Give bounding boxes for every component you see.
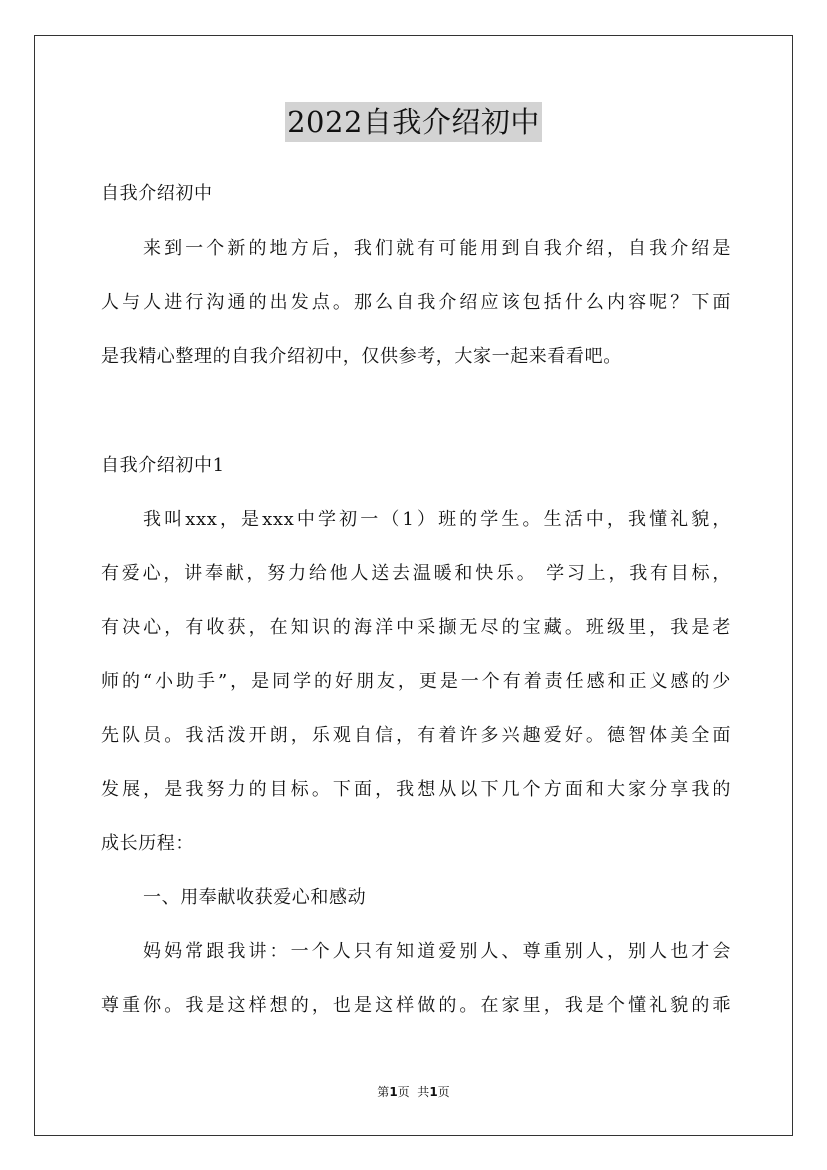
paragraph-line: 是我精心整理的自我介绍初中，仅供参考，大家一起来看看吧。 [101,346,622,367]
paragraph-line: 师的“小助手”，是同学的好朋友，更是一个有着责任感和正义感的少 [101,671,731,692]
paragraph-line: 发展，是我努力的目标。下面，我想从以下几个方面和大家分享我的 [101,779,731,800]
paragraph-line: 我叫xxx，是xxx中学初一（1）班的学生。生活中，我懂礼貌， [143,509,731,530]
page-footer [0,1084,827,1100]
footer-suffix: 页 [437,1085,450,1099]
subsection-heading: 一、用奉献收获爱心和感动 [143,887,367,908]
paragraph-line: 来到一个新的地方后，我们就有可能用到自我介绍，自我介绍是 [143,238,731,259]
paragraph-line: 成长历程： [101,833,194,854]
footer-total-pages: 1 [429,1085,438,1099]
document-title-text: 2022自我介绍初中 [285,102,542,142]
footer-prefix: 第 [377,1085,390,1099]
footer-middle: 页 共 [397,1085,430,1099]
section-heading-1: 自我介绍初中1 [101,455,225,476]
paragraph-line: 先队员。我活泼开朗，乐观自信，有着许多兴趣爱好。德智体美全面 [101,725,731,746]
paragraph-line: 有爱心，讲奉献，努力给他人送去温暖和快乐。 学习上，我有目标， [101,563,731,584]
paragraph-line: 妈妈常跟我讲：一个人只有知道爱别人、尊重别人，别人也才会 [143,941,731,962]
footer-page-number: 1 [389,1085,398,1099]
document-title [0,102,827,142]
paragraph-line: 尊重你。我是这样想的，也是这样做的。在家里，我是个懂礼貌的乖 [101,995,731,1016]
paragraph-line: 人与人进行沟通的出发点。那么自我介绍应该包括什么内容呢？下面 [101,292,731,313]
paragraph-line: 有决心，有收获，在知识的海洋中采撷无尽的宝藏。班级里，我是老 [101,617,731,638]
section-heading-intro: 自我介绍初中 [101,183,213,204]
